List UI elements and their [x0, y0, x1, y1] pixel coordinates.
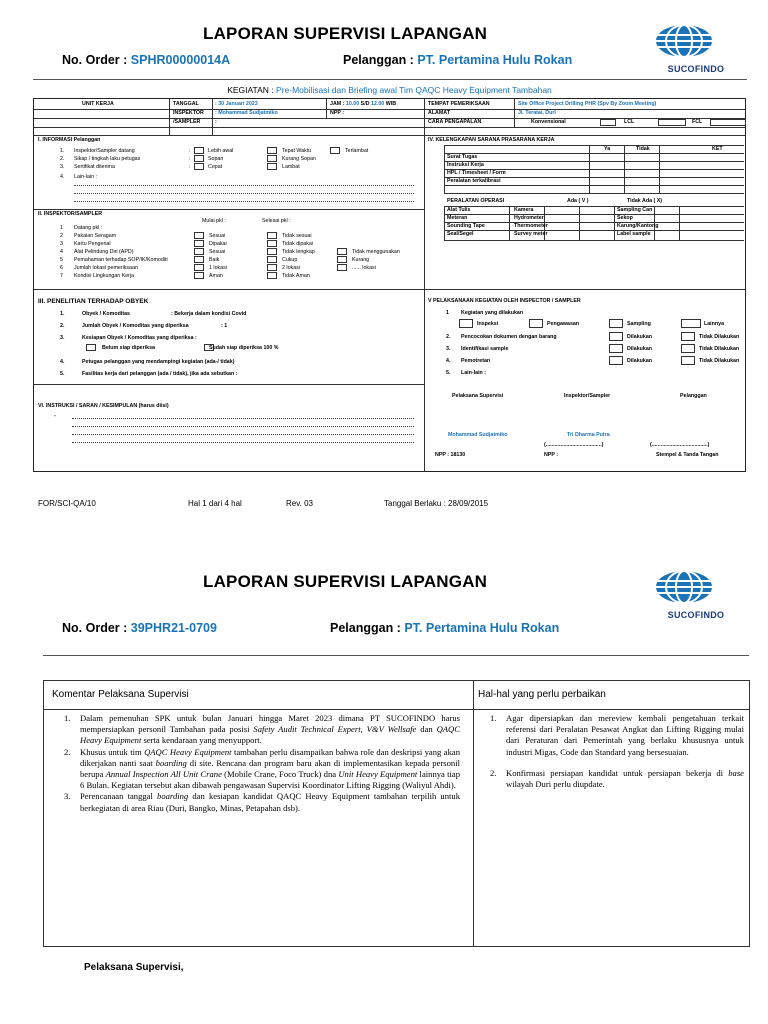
customer-2: Pelanggan : PT. Pertamina Hulu Rokan — [330, 621, 560, 635]
kegiatan-option: Inspeksi — [477, 321, 499, 327]
option-label: Baik — [209, 257, 220, 263]
order-number-2: No. Order : 39PHR21-0709 — [62, 621, 217, 635]
inspektor-label: INSPEKTOR — [173, 110, 204, 116]
dilakukan-label: Dilakukan — [627, 346, 653, 352]
kegiatan-option: Sampling — [627, 321, 651, 327]
sec3-no: 3. — [60, 335, 65, 341]
sec1-no: 2. — [60, 156, 65, 162]
selesai-label: Selesai pkl : — [262, 218, 291, 224]
dilakukan-label: Dilakukan — [627, 358, 653, 364]
checkbox[interactable] — [194, 163, 204, 170]
sec5-label: Kegiatan yang dilakukan — [461, 310, 524, 316]
sec2-no: 1 — [60, 225, 63, 231]
inspeksi-checkbox[interactable] — [459, 319, 473, 328]
checkbox[interactable] — [267, 155, 277, 162]
sign-inspektor-label: Inspektor/Sampler — [564, 393, 611, 399]
customer-value-2: PT. Pertamina Hulu Rokan — [404, 621, 560, 635]
sec5-label: Identifikasi sample — [461, 346, 509, 352]
konvensional-checkbox[interactable] — [600, 119, 616, 126]
option-label: Tepat Waktu — [282, 148, 312, 154]
ada-label: Ada ( V ) — [567, 198, 589, 204]
fcl-checkbox[interactable] — [710, 119, 746, 126]
comment-list — [58, 713, 460, 814]
checkbox[interactable] — [267, 232, 277, 239]
sign-pelaksana-label: Pelaksana Supervisi — [452, 393, 504, 399]
sec2-label: Pakaian Seragam — [74, 233, 117, 239]
divider — [43, 655, 749, 656]
equip-item: Thermometer — [514, 223, 548, 229]
equip-item: Seal/Segel — [447, 231, 474, 237]
option-label: 1 lokasi — [209, 265, 227, 271]
revision: Rev. 03 — [286, 499, 313, 508]
option-label: Cepat — [208, 164, 223, 170]
col1-header: Komentar Pelaksana Supervisi — [52, 689, 189, 700]
checkbox[interactable] — [194, 147, 204, 154]
sarana-row: HPL / Timesheet / Form — [447, 170, 506, 176]
checkbox[interactable] — [337, 264, 347, 271]
sec3-no: 2. — [60, 323, 65, 329]
effective-date: Tanggal Berlaku : 28/09/2015 — [384, 499, 489, 508]
sec2-no: 4 — [60, 249, 63, 255]
option-label: Lebih awal — [208, 148, 234, 154]
comment-item: 3. Perencanaan tanggal boarding dan kesiapan kandidat QAQC Heavy Equipment tambahan terpilih untuk berkegiatan di area Riau (Duri, Bangko, Minas, Petapahan dsb). — [64, 791, 460, 813]
sign-placeholder: (......................................) — [544, 442, 604, 448]
section-2-title: II. INSPEKTOR/SAMPLER — [38, 211, 103, 217]
customer: Pelanggan : PT. Pertamina Hulu Rokan — [343, 53, 573, 67]
ket-header: KET — [712, 146, 723, 152]
sec5-no: 5. — [446, 370, 451, 376]
checkbox[interactable] — [681, 344, 695, 353]
sampler-label: /SAMPLER — [173, 119, 201, 125]
alamat-value: Jl. Teratai, Duri — [518, 110, 556, 116]
tidak-dilakukan-label: Tidak Dilakukan — [699, 334, 740, 340]
supervision-form: UNIT KERJA TANGGAL : 30 Januari 2023 JAM : 10.00 S/D 12.00 WIB TEMPAT PEMERIKSAAN Site Office Project Drilling PHR (Spv By Zoom Meeting) INSPEKTOR : Mohammad Sudjatmiko NPP : ALAMAT Jl. Teratai, Duri /SAMPLER : CARA PENGAPALAN Konvensional LCL FCL I. INFORMASI Pelanggan 1. Inspektor/Sampler datang 2. Sikap / tingkah laku petugas 3. Sertifikat diterima 4. Lain-lain : : : : Lebih awal Tepat Waktu Terlambat Sopan Kurang Sopan Cepat Lambat II. INSPEKTOR/SAMPLER Mulai pkl : Selesai pkl : 1 Datang pkl : 2 Pakaian Seragam 3 Kartu Pengenal 4 Alat Pelindung Diri (APD) 5 Pemahaman terhadap SOP/IK/Komoditi 6 Jumlah lokasi pemeriksaan 7 Kondisi Lingkungan Kerja Sesuai Dipakai Sesuai Baik 1 lokasi Aman Tidak sesuai Tidak dipakai Tidak lengkap Cukup 2 lokasi Tidak Aman Tidak menggunakan Kurang ...... lokasi IV. KELENGKAPAN SARANA PRASARANA KERJA Ya Tidak KET Surat Tugas Instruksi Kerja HPL / Timesheet / Form Peralatan terkalibrasi PERALATAN OPERASI Ada ( V ) Tidak Ada ( X) Alat Tulis Kamera Sampling Can Meteran Hydrometer Sekop Sounding Tape Thermometer Karung/Kantong Seal/Segel Survey meter Label sample III. PENELITIAN TERHADAP OBYEK 1. Obyek / Komoditas : Bekerja dalam kondisi Covid 2. Jumlah Obyek / Komoditas yang diperiksa : 1 3. Kesiapan Obyek / Komoditas yang diperiksa : Belum siap diperiksa Sudah siap diperiksa 100 % 4. Petugas pelanggan yang mendampingi kegiatan (ada-/ tidak) 5. Fasilitas kerja dari pelanggan (ada / tidak), jika ada sebutkan : V PELAKSANAAN KEGIATAN OLEH INSPECTOR / SAMPLER 1 Kegiatan yang dilakukan Inspeksi Pengawasan Sampling Lainnya 2. Pencocokan dokumen dengan barang 3. Identifikasi sample 4. Pemotretan 5. Lain-lain : Dilakukan Tidak Dilakukan Dilakukan Tidak Dilakukan Dilakukan Tidak Dilakukan VI. INSTRUKSI / SARAN / KESIMPULAN (harus diisi) - Pelaksana Supervisi Inspektor/Sampler Pelanggan Mohammad Sudjatmiko Tri Dharma Putra (......................................) (......................................) NPP : 18130 NPP : Stempel & Tanda Tangan — [33, 98, 746, 472]
customer-value: PT. Pertamina Hulu Rokan — [417, 53, 573, 67]
sec2-label: Alat Pelindung Diri (APD) — [74, 249, 134, 255]
sign-pelanggan-label: Pelanggan — [680, 393, 707, 399]
sec5-no: 1 — [446, 310, 449, 316]
globe-icon — [655, 24, 713, 58]
sec2-label: Kartu Pengenal — [74, 241, 111, 247]
sec1-no: 1. — [60, 148, 65, 154]
sec2-no: 7 — [60, 273, 63, 279]
sec2-no: 3 — [60, 241, 63, 247]
cara-label: CARA PENGAPALAN — [428, 119, 482, 125]
checkbox[interactable] — [609, 356, 623, 365]
sign-name-2: Tri Dharma Putra — [567, 432, 610, 438]
ya-header: Ya — [604, 146, 611, 152]
order-value: SPHR00000014A — [130, 53, 231, 67]
sec3-label: Petugas pelanggan yang mendampingi kegiatan (ada-/ tidak) — [82, 359, 235, 365]
inspektor-value: : Mohammad Sudjatmiko — [215, 110, 278, 116]
equip-item: Sekop — [617, 215, 633, 221]
col2-content — [484, 713, 744, 800]
divider — [33, 79, 747, 80]
checkbox[interactable] — [681, 332, 695, 341]
col1-content — [58, 713, 460, 814]
sec3-label: Obyek / Komoditas — [82, 311, 130, 317]
form-code: FOR/SCI-QA/10 — [38, 499, 96, 508]
mulai-label: Mulai pkl : — [202, 218, 226, 224]
sec5-label: Lain-lain : — [461, 370, 487, 376]
sec5-no: 3. — [446, 346, 451, 352]
sec1-label: Sertifikat diterima — [74, 164, 115, 170]
sec3-value: : 1 — [221, 323, 228, 329]
sarana-row: Peralatan terkalibrasi — [447, 178, 501, 184]
section-5-title: V PELAKSANAAN KEGIATAN OLEH INSPECTOR / SAMPLER — [428, 298, 581, 304]
fcl-label: FCL — [692, 119, 703, 125]
sec3-label: Kesiapan Obyek / Komoditas yang diperiksa : — [82, 335, 197, 341]
alamat-label: ALAMAT — [428, 110, 450, 116]
bullet: - — [54, 413, 56, 419]
npp-2: NPP : — [544, 452, 559, 458]
sec2-label: Jumlah lokasi pemeriksaan — [74, 265, 138, 271]
page-title-2: LAPORAN SUPERVISI LAPANGAN — [203, 572, 488, 591]
option-label: Kurang — [352, 257, 370, 263]
option-label: Tidak sesuai — [282, 233, 312, 239]
sampling-checkbox[interactable] — [609, 319, 623, 328]
checkbox[interactable] — [267, 248, 277, 255]
page-title: LAPORAN SUPERVISI LAPANGAN — [203, 24, 488, 43]
dilakukan-label: Dilakukan — [627, 334, 653, 340]
sec2-label: Kondisi Lingkungan Kerja — [74, 273, 135, 279]
checkbox[interactable] — [267, 256, 277, 263]
sec5-label: Pemotretan — [461, 358, 491, 364]
stempel-label: Stempel & Tanda Tangan — [656, 452, 719, 458]
option-label: Sesuai — [209, 233, 226, 239]
kegiatan-option: Pengawasan — [547, 321, 580, 327]
kegiatan-value: Pre-Mobilisasi dan Briefing awal Tim QAQC Heavy Equipment Tambahan — [276, 85, 552, 95]
sec5-no: 2. — [446, 334, 451, 340]
section-1-title: I. INFORMASI Pelanggan — [38, 137, 101, 143]
tidak-ada-label: Tidak Ada ( X) — [627, 198, 663, 204]
tempat-value: Site Office Project Drilling PHR (Spv By Zoom Meeting) — [518, 101, 657, 107]
option-label: 2 lokasi — [282, 265, 300, 271]
sec5-label: Pencocokan dokumen dengan barang — [461, 334, 557, 340]
checkbox[interactable] — [194, 248, 204, 255]
option-label: Aman — [209, 273, 223, 279]
option-label: Tidak Aman — [282, 273, 310, 279]
checkbox[interactable] — [267, 163, 277, 170]
belum-siap-label: Belum siap diperiksa — [102, 345, 155, 351]
improvement-list — [484, 713, 744, 790]
sec2-label: Pemahaman terhadap SOP/IK/Komoditi — [74, 257, 168, 263]
tanggal-label: TANGGAL — [173, 101, 199, 107]
comment-item: 2. Khusus untuk tim QAQC Heavy Equipment tambahan perlu disampaikan bahwa role dan deskripsi yang akan dikerjakan nanti saat boarding di site. Rencana dan program baru akan di implementasikan kepada personil berupa Annual Inspection All Unit Crane (Mobile Crane, Foco Truck) dna Unit Heavy Equipment lainnya tiap 6 Bulan. Kegiatan tersebut akan dibawah pengawasan Supervisi Koordinator Lifting Rigging (Waliyul Ahdi). — [64, 746, 460, 791]
pengawasan-checkbox[interactable] — [529, 319, 543, 328]
order-value-2: 39PHR21-0709 — [130, 621, 217, 635]
equip-item: Survey meter — [514, 231, 548, 237]
checkbox[interactable] — [267, 240, 277, 247]
equip-item: Meteran — [447, 215, 468, 221]
equip-item: Label sample — [617, 231, 651, 237]
logo-text: SUCOFINDO — [667, 64, 725, 74]
checkbox[interactable] — [194, 155, 204, 162]
npp-label: NPP : — [330, 110, 345, 116]
option-label: Dipakai — [209, 241, 227, 247]
tidak-header: Tidak — [636, 146, 650, 152]
option-label: Tidak dipakai — [282, 241, 314, 247]
sucofindo-logo — [655, 24, 737, 74]
sec5-no: 4. — [446, 358, 451, 364]
sec3-value: : Bekerja dalam kondisi Covid — [171, 311, 247, 317]
checkbox[interactable] — [337, 256, 347, 263]
option-label: Sesuai — [209, 249, 226, 255]
option-label: Cukup — [282, 257, 298, 263]
sign-placeholder: (......................................) — [650, 442, 710, 448]
sarana-row: Instruksi Kerja — [447, 162, 484, 168]
section-4-title: IV. KELENGKAPAN SARANA PRASARANA KERJA — [428, 137, 555, 143]
sucofindo-logo-2 — [655, 570, 737, 620]
comment-item: 1. Dalam pemenuhan SPK untuk bulan Januari hingga Maret 2023 dimana PT SUCOFINDO harus mempersiapkan personil Tambahan pada posisi Safety Audit Technical Expert, V&V Wellsafe dan QAQC Heavy Equipment serta kendaraan yang menyupport. — [64, 713, 460, 746]
checkbox[interactable] — [267, 147, 277, 154]
sec2-no: 5 — [60, 257, 63, 263]
checkbox[interactable] — [194, 256, 204, 263]
sec3-no: 5. — [60, 371, 65, 377]
sign-name-1: Mohammad Sudjatmiko — [448, 432, 508, 438]
sec2-no: 2 — [60, 233, 63, 239]
unit-kerja-label: UNIT KERJA — [82, 101, 114, 107]
option-label: Terlambat — [345, 148, 369, 154]
sarana-row: Surat Tugas — [447, 154, 478, 160]
section-6-title: VI. INSTRUKSI / SARAN / KESIMPULAN (harus diisi) — [38, 403, 169, 409]
option-label: ...... lokasi — [352, 265, 376, 271]
sec3-label: Fasilitas kerja dari pelanggan (ada / tidak), jika ada sebutkan : — [82, 371, 238, 377]
tidak-dilakukan-label: Tidak Dilakukan — [699, 346, 740, 352]
equip-item: Kamera — [514, 207, 534, 213]
jam-field: JAM : 10.00 S/D 12.00 WIB — [330, 101, 397, 107]
equip-item: Alat Tulis — [447, 207, 471, 213]
improvement-item: 1. Agar dipersiapkan dan mereview kembali pengetahuan terkait referensi dari Peralatan Pesawat Angkat dan Lifting Rigging mulai dari Peraturan dari Pemerintah yang berlaku khususnya untuk industri Migas, Code dan Standard yang bersesuaian. — [490, 713, 744, 757]
equip-item: Karung/Kantong — [617, 223, 659, 229]
checkbox[interactable] — [609, 332, 623, 341]
lcl-checkbox[interactable] — [658, 119, 686, 126]
sec1-label: Lain-lain : — [74, 174, 97, 180]
checkbox[interactable] — [330, 147, 340, 154]
option-label: Lambat — [282, 164, 300, 170]
checkbox[interactable] — [609, 344, 623, 353]
sec3-label: Jumlah Obyek / Komoditas yang diperiksa — [82, 323, 189, 329]
equip-item: Sampling Can — [617, 207, 653, 213]
sec1-no: 3. — [60, 164, 65, 170]
sudah-siap-label: Sudah siap diperiksa 100 % — [209, 345, 279, 351]
lcl-label: LCL — [624, 119, 635, 125]
tempat-label: TEMPAT PEMERIKSAAN — [428, 101, 490, 107]
checkbox[interactable] — [194, 264, 204, 271]
globe-icon — [655, 570, 713, 604]
tanggal-value: : 30 Januari 2023 — [215, 101, 258, 107]
sec3-no: 1. — [60, 311, 65, 317]
tidak-dilakukan-label: Tidak Dilakukan — [699, 358, 740, 364]
peralatan-label: PERALATAN OPERASI — [447, 198, 505, 204]
equip-item: Sounding Tape — [447, 223, 485, 229]
sampler-value: : — [215, 119, 217, 125]
improvement-item: 2. Konfirmasi persiapan kandidat untuk persiapan bekerja di base wilayah Duri perlu diupdate. — [490, 767, 744, 790]
sec1-label: Sikap / tingkah laku petugas — [74, 156, 141, 162]
sec1-label: Inspektor/Sampler datang — [74, 148, 135, 154]
sec1-no: 4. — [60, 174, 65, 180]
sec2-label: Datang pkl : — [74, 225, 103, 231]
checkbox[interactable] — [681, 356, 695, 365]
checkbox[interactable] — [194, 240, 204, 247]
kegiatan-option: Lainnya — [704, 321, 725, 327]
checkbox[interactable] — [267, 264, 277, 271]
checkbox[interactable] — [337, 248, 347, 255]
sec3-no: 4. — [60, 359, 65, 365]
cara-value: Konvensional — [531, 119, 566, 125]
page-number: Hal 1 dari 4 hal — [188, 499, 242, 508]
sec2-no: 6 — [60, 265, 63, 271]
checkbox[interactable] — [194, 232, 204, 239]
logo-text: SUCOFINDO — [667, 610, 725, 620]
col2-header: Hal-hal yang perlu perbaikan — [478, 689, 606, 700]
option-label: Sopan — [208, 156, 224, 162]
option-label: Tidak lengkap — [282, 249, 315, 255]
equip-item: Hydrometer — [514, 215, 544, 221]
option-label: Kurang Sopan — [282, 156, 316, 162]
kegiatan: KEGIATAN : Pre-Mobilisasi dan Briefing awal Tim QAQC Heavy Equipment Tambahan — [227, 85, 552, 95]
section-3-title: III. PENELITIAN TERHADAP OBYEK — [38, 298, 149, 305]
npp-1: NPP : 18130 — [435, 452, 466, 458]
lainnya-checkbox[interactable] — [681, 319, 701, 328]
checkbox[interactable] — [267, 272, 277, 279]
belum-siap-checkbox[interactable] — [86, 344, 96, 351]
order-number: No. Order : SPHR00000014A — [62, 53, 231, 67]
comments-table — [43, 680, 750, 947]
signature-label: Pelaksana Supervisi, — [84, 962, 184, 973]
option-label: Tidak menggunakan — [352, 249, 400, 255]
checkbox[interactable] — [194, 272, 204, 279]
